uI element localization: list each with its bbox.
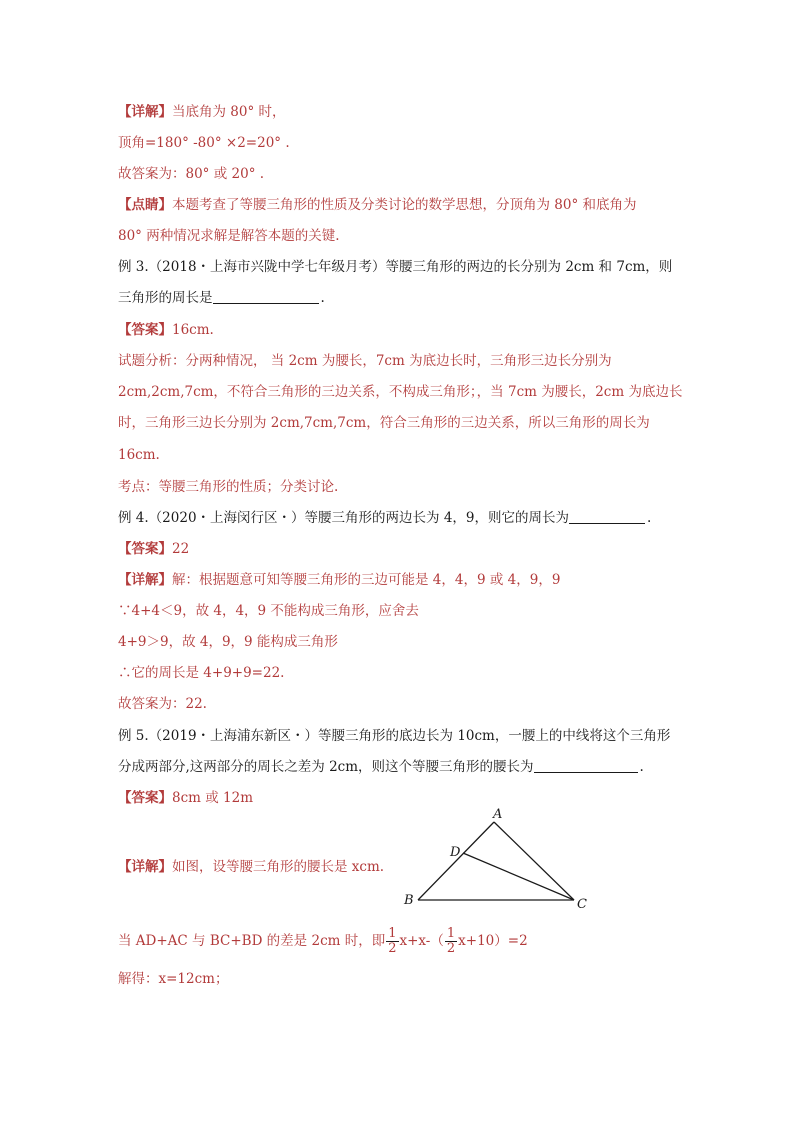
answer-tag: 【答案】 — [118, 322, 172, 338]
answer-5-line — [118, 788, 253, 808]
fraction-numerator: 1 — [446, 926, 456, 941]
detail-text: 如图，设等腰三角形的腰长是 xcm. — [172, 859, 385, 875]
detail-4-line-1 — [118, 570, 560, 590]
answer-blank — [213, 289, 319, 304]
detail-4-line-5: 故答案为：22. — [118, 696, 207, 712]
detail-text: 当底角为 80° 时， — [172, 104, 286, 120]
fraction-half-2 — [445, 927, 457, 956]
detail-4-line-2: ∵4+4＜9，故 4，4，9 不能构成三角形，应舍去 — [118, 603, 419, 619]
calc-line: 顶角=180° -80° ×2=20° . — [118, 135, 290, 151]
equation-prefix: 当 AD+AC 与 BC+BD 的差是 2cm 时，即 — [118, 933, 386, 949]
detail-4-line-3: 4+9＞9，故 4，9，9 能构成三角形 — [118, 634, 338, 650]
example-3-line-2 — [118, 288, 325, 308]
detail-tag: 【详解】 — [118, 572, 172, 588]
detail-text: 解：根据题意可知等腰三角形的三边可能是 4，4，9 或 4，9，9 — [172, 572, 561, 588]
answer-text: 22 — [172, 541, 190, 557]
answer-3-line — [118, 320, 214, 340]
comment-line-2: 80° 两种情况求解是解答本题的关键. — [118, 228, 340, 244]
fraction-denominator: 2 — [446, 941, 456, 956]
detail-5-line — [118, 857, 384, 877]
fraction-numerator: 1 — [388, 926, 397, 941]
equation-suffix: x+10）=2 — [458, 933, 528, 949]
detail-tag: 【详解】 — [118, 859, 172, 875]
analysis-line-2: 2cm,2cm,7cm，不符合三角形的三边关系，不构成三角形；，当 7cm 为腰长，2cm 为底边长 — [118, 384, 683, 400]
detail-4-line-4: ∴它的周长是 4+9+9=22. — [118, 665, 285, 681]
answer-tag: 【答案】 — [118, 541, 172, 557]
median-dc — [463, 853, 574, 900]
equation-middle: x+x-（ — [399, 933, 444, 949]
triangle-figure — [400, 808, 600, 914]
knowledge-point-line: 考点：等腰三角形的性质；分类讨论. — [118, 479, 339, 495]
example-4-line — [118, 508, 651, 528]
answer-line: 故答案为：80° 或 20° . — [118, 166, 265, 182]
analysis-line-1: 试题分析：分两种情况， 当 2cm 为腰长，7cm 为底边长时，三角形三边长分别为 — [118, 353, 612, 369]
period: . — [647, 510, 652, 526]
vertex-label-a: A — [493, 808, 503, 822]
analysis-line-3: 时，三角形三边长分别为 2cm,7cm,7cm，符合三角形的三边关系，所以三角形的周长为 — [118, 415, 650, 431]
answer-blank — [534, 758, 638, 773]
equation-line — [118, 926, 528, 956]
example-3-text: 三角形的周长是 — [118, 290, 213, 306]
vertex-label-b: B — [404, 893, 414, 908]
answer-4-line — [118, 539, 189, 559]
period: . — [639, 759, 644, 775]
example-4-text: 例 4.（2020・上海闵行区・）等腰三角形的两边长为 4，9，则它的周长为 — [118, 510, 569, 526]
analysis-line-4: 16cm. — [118, 447, 160, 463]
example-3-line-1: 例 3.（2018・上海市兴陇中学七年级月考）等腰三角形的两边的长分别为 2cm 和 7cm，则 — [118, 259, 673, 275]
comment-tag: 【点睛】 — [118, 197, 172, 213]
comment-line-1 — [118, 195, 637, 215]
vertex-label-c: C — [577, 897, 587, 912]
answer-text: 16cm. — [172, 322, 214, 338]
comment-text: 本题考查了等腰三角形的性质及分类讨论的数学思想，分顶角为 80° 和底角为 — [172, 197, 637, 213]
answer-blank — [569, 509, 645, 524]
detail-tag: 【详解】 — [118, 104, 172, 120]
example-5-line-2 — [118, 757, 644, 777]
detail-line-1 — [118, 102, 286, 122]
example-5-line-1: 例 5.（2019・上海浦东新区・）等腰三角形的底边长为 10cm，一腰上的中线将这个三角形 — [118, 728, 671, 744]
side-ac — [494, 822, 574, 900]
fraction-denominator: 2 — [388, 941, 397, 956]
solution-line: 解得：x=12cm； — [118, 971, 229, 987]
answer-tag: 【答案】 — [118, 790, 172, 806]
example-5-text: 分成两部分,这两部分的周长之差为 2cm，则这个等腰三角形的腰长为 — [118, 759, 534, 775]
answer-text: 8cm 或 12m — [172, 790, 254, 806]
fraction-half-1 — [386, 927, 398, 956]
period: . — [320, 290, 325, 306]
vertex-label-d: D — [450, 845, 461, 860]
